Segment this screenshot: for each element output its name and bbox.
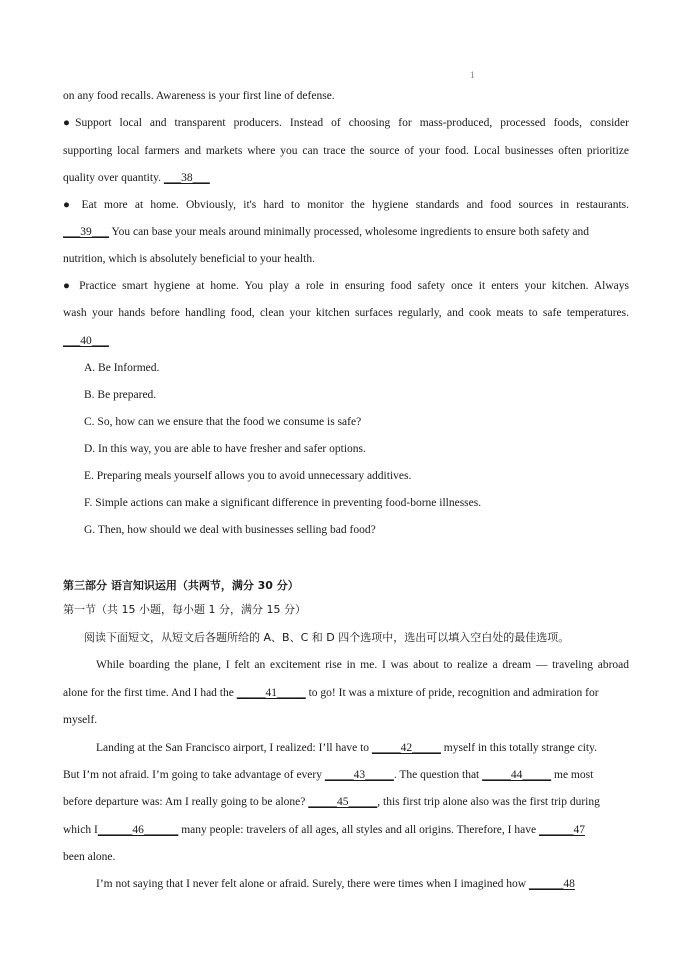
option-c: C. So, how can we ensure that the food we consume is safe? (84, 416, 362, 428)
blank-38: ___38___ (163, 172, 210, 184)
passage-line: ● Eat more at home. Obviously, it's hard to monitor the hygiene standards and food sources in restaurants. (63, 199, 629, 211)
option-d: D. In this way, you are able to have fresher and safer options. (84, 443, 366, 455)
passage-line: wash your hands before handling food, clean your kitchen surfaces regularly, and cook meats to safe temperatures. (63, 307, 629, 319)
cloze-line: been alone. (63, 851, 116, 863)
passage-line: quality over quantity. ___38___ (63, 172, 210, 184)
passage-line: ●Support local and transparent producers. Instead of choosing for mass-produced, processed foods, consider (63, 117, 629, 129)
blank-42: _____42_____ (371, 742, 441, 754)
passage-line: ● Practice smart hygiene at home. You play a role in ensuring food safety once it enters your kitchen. Always (63, 280, 629, 292)
cloze-line: While boarding the plane, I felt an excitement rise in me. I was about to realize a dream — traveling abroad (96, 659, 629, 671)
passage-line: ___39___ You can base your meals around minimally processed, wholesome ingredients to ensure both safety and (63, 226, 590, 238)
passage-line (63, 333, 629, 349)
passage-line: supporting local farmers and markets where you can trace the source of your food. Local businesses often prioritize (63, 145, 629, 157)
section-instruction: 阅读下面短文，从短文后各题所给的 A、B、C 和 D 四个选项中，选出可以填入空白处的最佳选项。 (84, 631, 570, 644)
passage-line: nutrition, which is absolutely beneficial to your health. (63, 253, 315, 265)
blank-48: ______48 (528, 878, 575, 890)
cloze-line: myself. (63, 714, 98, 726)
cloze-line: alone for the first time. And I had the _____41_____ to go! It was a mixture of pride, recognition and admiration for (63, 687, 599, 699)
cloze-line: which I______46______ many people: travelers of all ages, all styles and all origins. Therefore, I have ______47 (63, 824, 585, 836)
blank-43: _____43_____ (324, 769, 394, 781)
passage-line: on any food recalls. Awareness is your first line of defense. (63, 90, 335, 102)
cloze-line: I’m not saying that I never felt alone or afraid. Surely, there were times when I imagined how ______48 (96, 878, 575, 890)
blank-45: _____45_____ (308, 796, 378, 808)
cloze-line: But I’m not afraid. I’m going to take advantage of every _____43_____. The question that _____44_____ me most (63, 769, 594, 781)
blank-46: ______46______ (97, 824, 179, 836)
blank-47: ______47 (538, 824, 585, 836)
cloze-line: before departure was: Am I really going to be alone? _____45_____, this first trip alone also was the first trip during (63, 796, 600, 808)
section-title: 第三部分 语言知识运用（共两节，满分 30 分） (63, 579, 299, 592)
cloze-line: Landing at the San Francisco airport, I realized: I’ll have to _____42_____ myself in this totally strange city. (96, 742, 597, 754)
option-a: A. Be Informed. (84, 362, 160, 374)
blank-44: _____44_____ (482, 769, 552, 781)
section-subtitle: 第一节（共 15 小题，每小题 1 分，满分 15 分） (63, 603, 306, 616)
option-g: G. Then, how should we deal with businesses selling bad food? (84, 524, 376, 536)
option-f: F. Simple actions can make a significant difference in preventing food-borne illnesses. (84, 497, 482, 509)
option-b: B. Be prepared. (84, 389, 157, 401)
page-mark: 1 (470, 70, 475, 80)
option-e: E. Preparing meals yourself allows you to avoid unnecessary additives. (84, 470, 412, 482)
blank-39: ___39___ (63, 226, 109, 238)
blank-41: _____41_____ (236, 687, 306, 699)
blank-40: ___40___ (63, 335, 109, 347)
